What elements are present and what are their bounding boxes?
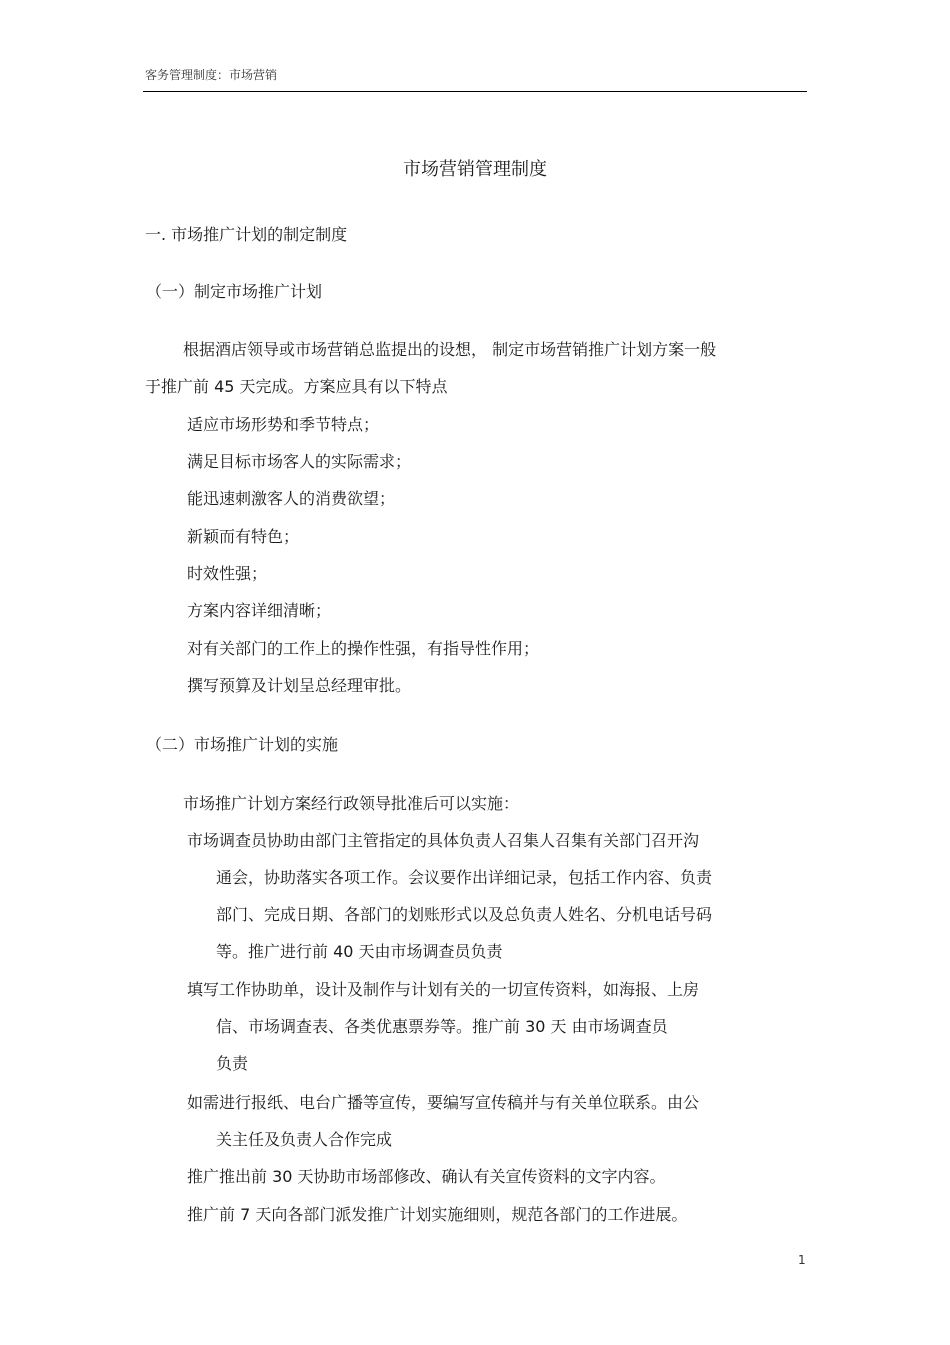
feature-item: 能迅速刺激客人的消费欲望；: [187, 489, 396, 508]
feature-item: 满足目标市场客人的实际需求；: [187, 452, 412, 471]
feature-item: 时效性强；: [187, 564, 268, 583]
intro-paragraph-line-1: 根据酒店领导或市场营销总监提出的设想， 制定市场营销推广计划方案一般: [183, 340, 717, 359]
subsection-heading-2: （二）市场推广计划的实施: [146, 735, 339, 754]
implementation-item-line: 信、市场调查表、各类优惠票券等。推广前 30 天 由市场调查员: [216, 1017, 668, 1036]
implementation-intro: 市场推广计划方案经行政领导批准后可以实施：: [183, 794, 520, 813]
implementation-item-line: 市场调查员协助由部门主管指定的具体负责人召集人召集有关部门召开沟: [187, 831, 700, 850]
implementation-item-line: 关主任及负责人合作完成: [216, 1130, 393, 1149]
implementation-item-line: 推广前 7 天向各部门派发推广计划实施细则，规范各部门的工作进展。: [187, 1205, 688, 1224]
implementation-item-line: 通会，协助落实各项工作。会议要作出详细记录，包括工作内容、负责: [216, 868, 713, 887]
implementation-item-line: 负责: [216, 1054, 249, 1073]
document-title: 市场营销管理制度: [403, 159, 547, 180]
implementation-item-line: 填写工作协助单，设计及制作与计划有关的一切宣传资料，如海报、上房: [187, 980, 700, 999]
feature-item: 对有关部门的工作上的操作性强，有指导性作用；: [187, 639, 540, 658]
feature-item: 方案内容详细清晰；: [187, 601, 332, 620]
feature-item: 适应市场形势和季节特点；: [187, 415, 380, 434]
implementation-item-line: 如需进行报纸、电台广播等宣传，要编写宣传稿并与有关单位联系。由公: [187, 1093, 700, 1112]
page-number: 1: [798, 1253, 806, 1267]
feature-item: 新颖而有特色；: [187, 527, 300, 546]
implementation-item-line: 等。推广进行前 40 天由市场调查员负责: [216, 942, 503, 961]
implementation-item-line: 部门、完成日期、各部门的划账形式以及总负责人姓名、分机电话号码: [216, 905, 713, 924]
implementation-item-line: 推广推出前 30 天协助市场部修改、确认有关宣传资料的文字内容。: [187, 1167, 666, 1186]
intro-paragraph-line-2: 于推广前 45 天完成。方案应具有以下特点: [145, 377, 448, 396]
section-heading-1: 一. 市场推广计划的制定制度: [145, 225, 348, 244]
running-header: 客务管理制度：市场营销: [145, 68, 278, 82]
feature-item: 撰写预算及计划呈总经理审批。: [187, 676, 412, 695]
header-divider: [143, 91, 807, 92]
subsection-heading-1: （一）制定市场推广计划: [146, 282, 323, 301]
